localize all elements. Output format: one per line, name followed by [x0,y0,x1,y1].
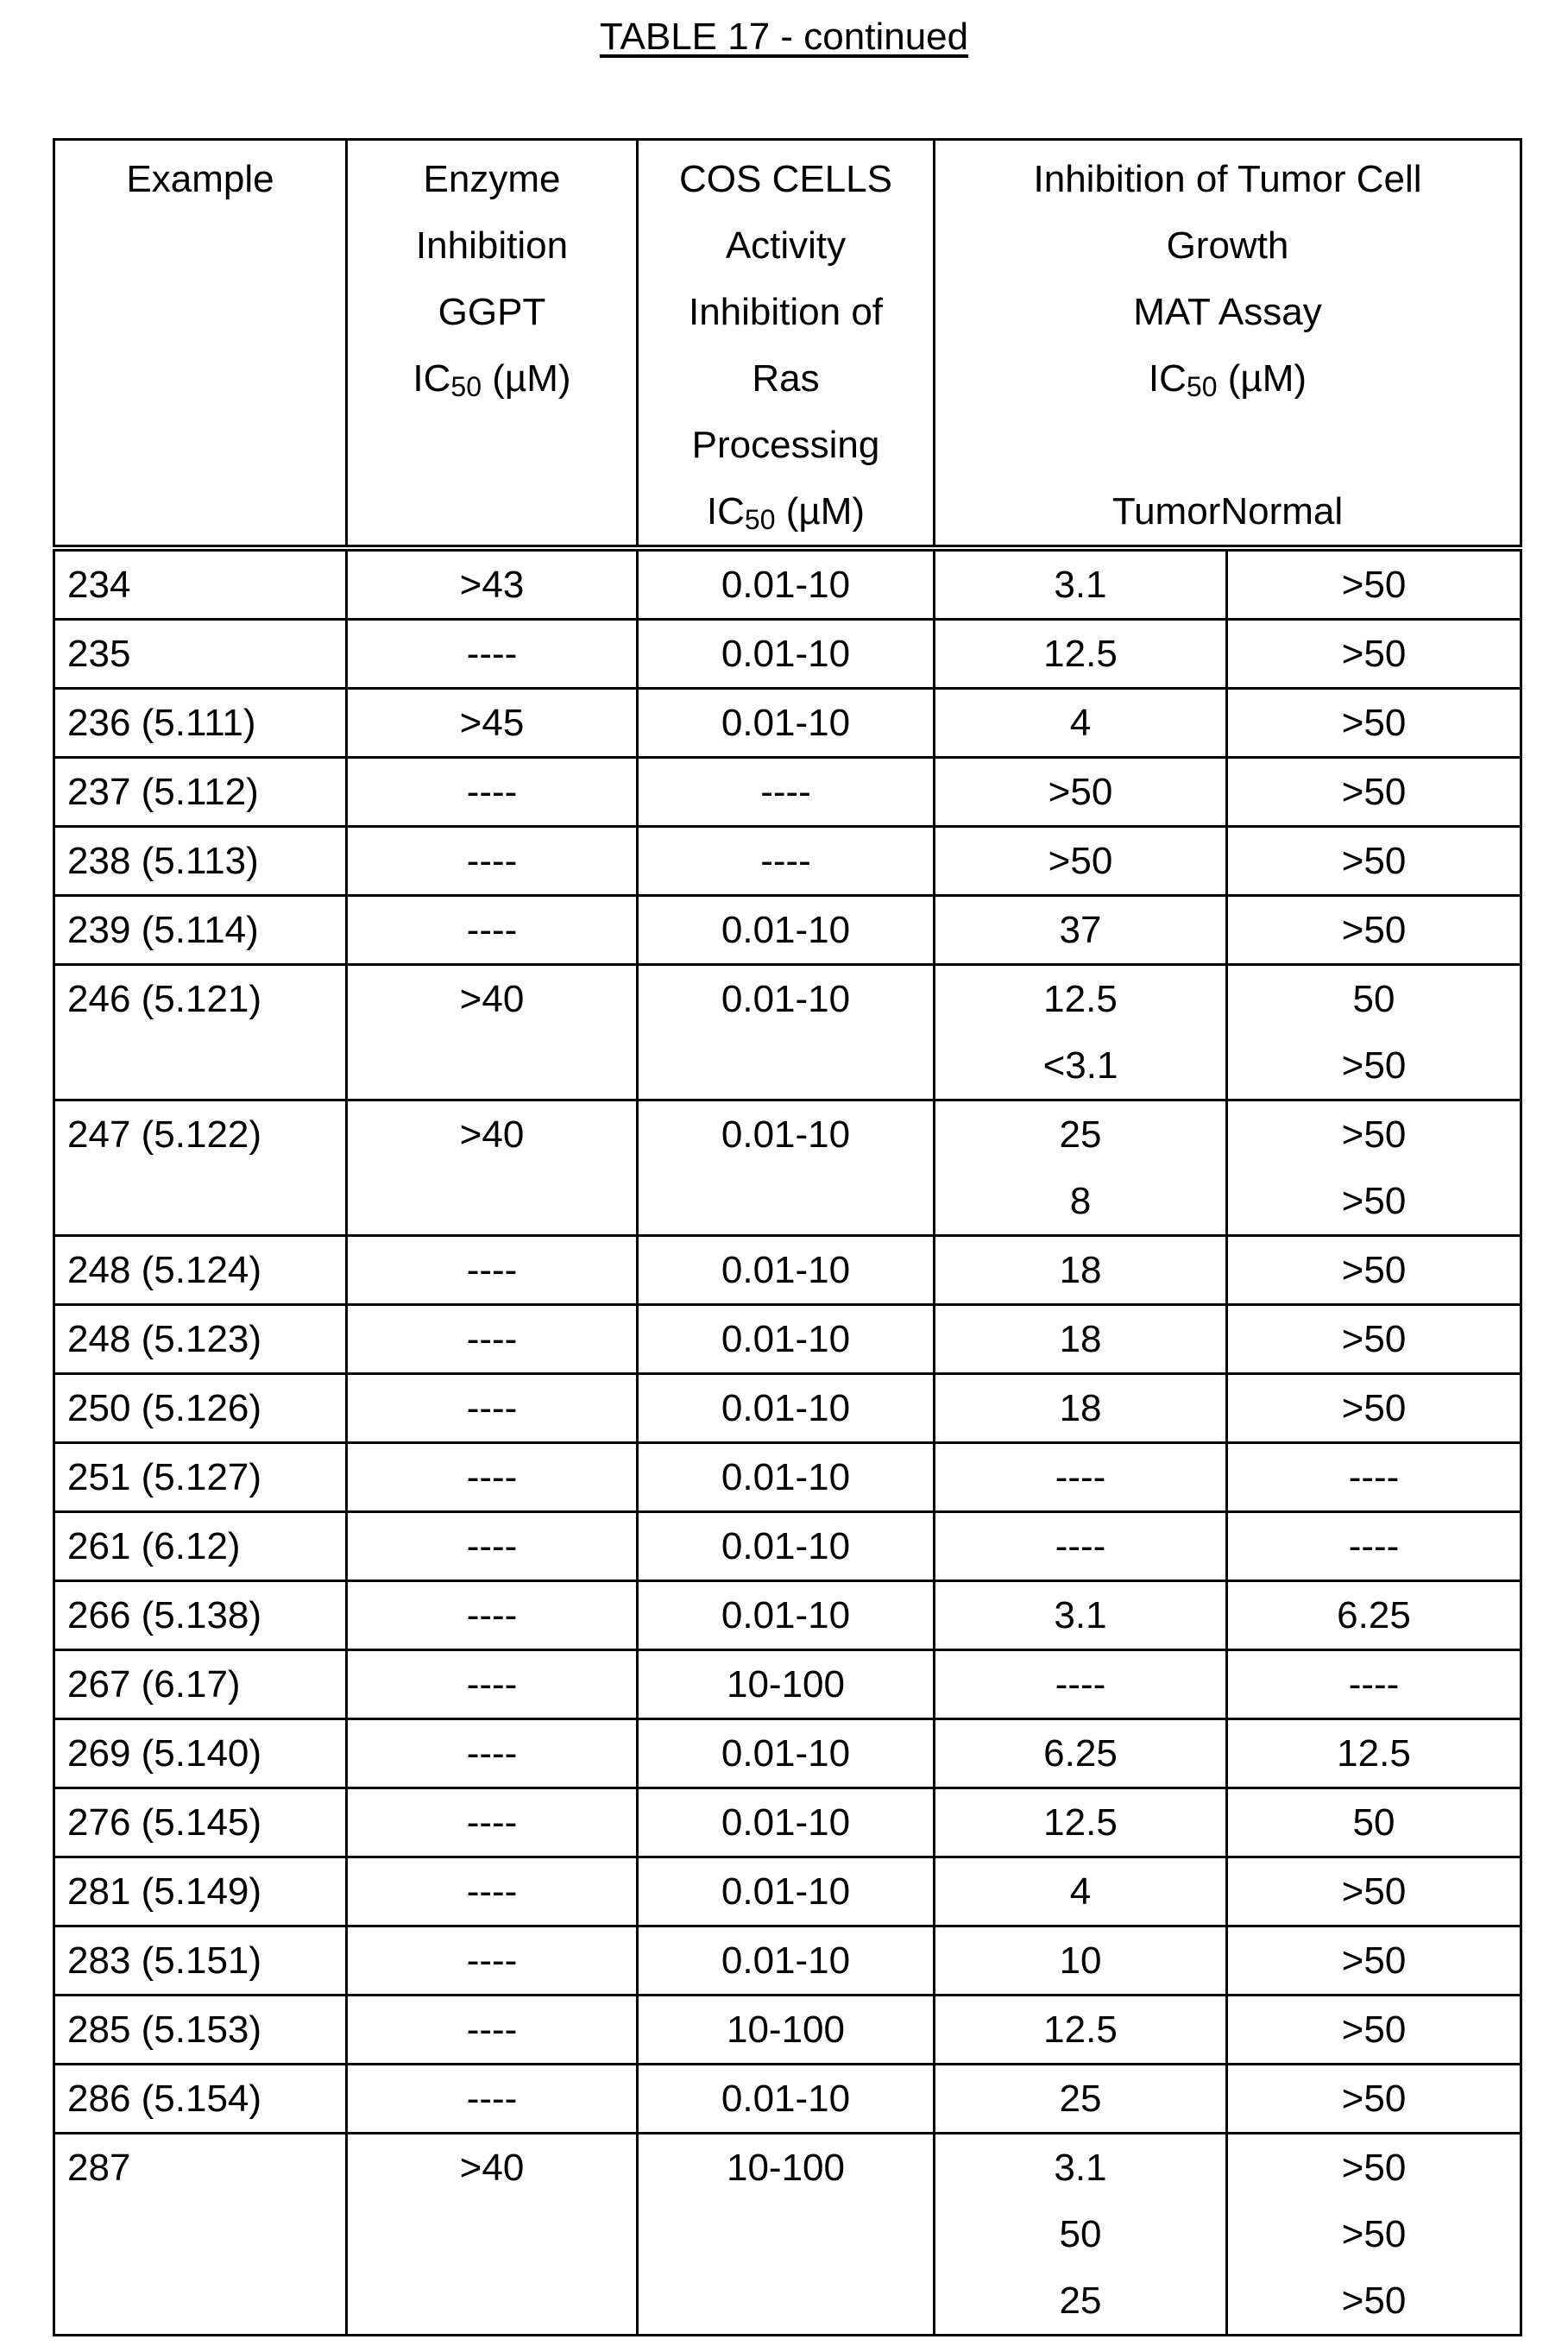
cell-tumor-value: 37 [935,897,1225,963]
cell-ggpt [347,1996,638,2065]
cell-normal [1227,2134,1521,2336]
cell-tumor-value: ---- [935,1513,1225,1580]
cell-normal [1227,827,1521,896]
cell-normal [1227,758,1521,827]
cell-ggpt [347,1100,638,1236]
cell-tumor [935,1100,1227,1236]
cell-tumor [935,1443,1227,1512]
cell-example-value: 285 (5.153) [67,1996,345,2063]
table-row [54,896,1521,965]
cell-example [54,1650,347,1719]
cell-normal-value: >50 [1228,2201,1520,2267]
table-title-text: TABLE 17 - continued [600,16,968,58]
cell-ggpt-value: ---- [348,1858,636,1925]
cell-normal-value: >50 [1228,1032,1520,1099]
cell-example-value: 248 (5.124) [67,1237,345,1303]
cell-cos [638,827,935,896]
header-cos-line: Ras [639,345,933,412]
cell-ggpt-value: ---- [348,2065,636,2132]
cell-tumor-value: 12.5 [935,966,1225,1032]
cell-example [54,1719,347,1788]
cell-tumor-value: 10 [935,1927,1225,1994]
cell-normal [1227,620,1521,689]
table-row [54,548,1521,620]
table-row [54,827,1521,896]
cell-cos-value: 0.01-10 [639,1375,933,1441]
cell-tumor-value: ---- [935,1651,1225,1718]
table-row [54,2065,1521,2134]
cell-cos-value: 0.01-10 [639,1513,933,1580]
cell-tumor [935,620,1227,689]
cell-cos-value: 10-100 [639,2134,933,2201]
ic-subscript: 50 [450,371,482,402]
table-row [54,1996,1521,2065]
cell-example [54,1374,347,1443]
cell-cos-value: 0.01-10 [639,1789,933,1856]
cell-ggpt-value: ---- [348,1927,636,1994]
cell-tumor [935,1926,1227,1996]
cell-tumor-value: 18 [935,1306,1225,1372]
cell-tumor [935,1788,1227,1857]
cell-normal-value: >50 [1228,1996,1520,2063]
cell-tumor-value: 3.1 [935,2134,1225,2201]
ic-unit: (µM) [482,357,571,400]
cell-normal-value: 50 [1228,966,1520,1032]
cell-cos [638,1305,935,1374]
cell-normal-value: >50 [1228,1858,1520,1925]
header-enzyme-line: Enzyme [348,146,636,212]
cell-ggpt-value: ---- [348,1513,636,1580]
cell-example [54,1857,347,1926]
table-row [54,1788,1521,1857]
cell-example-value: 266 (5.138) [67,1582,345,1649]
cell-tumor-value: 3.1 [935,552,1225,618]
cell-normal-value: >50 [1228,1306,1520,1372]
cell-example-value: 261 (6.12) [67,1513,345,1580]
table-row [54,1857,1521,1926]
header-normal-sub: Normal [1220,490,1343,533]
cell-normal [1227,965,1521,1100]
cell-tumor-value: 25 [935,2267,1225,2334]
cell-ggpt [347,548,638,620]
cell-cos [638,1926,935,1996]
cell-normal [1227,1305,1521,1374]
cell-example [54,1236,347,1305]
header-cos [638,140,935,549]
cell-cos [638,1650,935,1719]
cell-example-value: 237 (5.112) [67,759,345,825]
cell-cos-value: 0.01-10 [639,621,933,687]
cell-cos [638,689,935,758]
cell-normal-value: >50 [1228,2134,1520,2201]
header-tumor [935,140,1521,549]
cell-ggpt-value: ---- [348,1582,636,1649]
cell-cos [638,1996,935,2065]
cell-cos [638,620,935,689]
cell-normal-value: >50 [1228,2065,1520,2132]
cell-normal-value: >50 [1228,2267,1520,2334]
cell-example [54,2065,347,2134]
cell-cos [638,896,935,965]
cell-tumor [935,1857,1227,1926]
cell-cos-value: 0.01-10 [639,2065,933,2132]
cell-example-value: 234 [67,552,345,618]
cell-cos [638,1719,935,1788]
cell-tumor [935,689,1227,758]
data-table [53,138,1522,2336]
cell-example [54,689,347,758]
cell-example-value: 281 (5.149) [67,1858,345,1925]
cell-tumor-value: 25 [935,2065,1225,2132]
table-row [54,1581,1521,1650]
cell-example-value: 236 (5.111) [67,690,345,756]
cell-tumor [935,2065,1227,2134]
cell-normal [1227,1512,1521,1581]
cell-tumor-value: 4 [935,1858,1225,1925]
header-cos-line: COS CELLS [639,146,933,212]
cell-example [54,827,347,896]
cell-cos [638,1100,935,1236]
cell-ggpt-value: ---- [348,1789,636,1856]
cell-tumor [935,1374,1227,1443]
cell-normal [1227,1443,1521,1512]
cell-cos-value: 10-100 [639,1996,933,2063]
cell-cos-value: 0.01-10 [639,1306,933,1372]
table-row [54,1305,1521,1374]
cell-cos [638,548,935,620]
cell-example-value: 248 (5.123) [67,1306,345,1372]
cell-example-value: 276 (5.145) [67,1789,345,1856]
cell-example [54,1581,347,1650]
table-row [54,1512,1521,1581]
cell-cos-value: 0.01-10 [639,1927,933,1994]
cell-cos-value: 0.01-10 [639,1237,933,1303]
header-cos-ic50 [639,478,933,545]
cell-example-value: 287 [67,2134,345,2201]
cell-tumor-value: 18 [935,1375,1225,1441]
cell-normal [1227,1650,1521,1719]
cell-ggpt [347,896,638,965]
cell-tumor-value: 8 [935,1168,1225,1234]
cell-tumor [935,1719,1227,1788]
cell-normal [1227,1857,1521,1926]
table-title [0,16,1568,59]
cell-normal [1227,1236,1521,1305]
cell-tumor-value: 25 [935,1101,1225,1168]
cell-example-value: 269 (5.140) [67,1720,345,1787]
cell-example-value: 238 (5.113) [67,828,345,894]
cell-cos-value: 0.01-10 [639,552,933,618]
cell-tumor-value: 18 [935,1237,1225,1303]
cell-tumor [935,1512,1227,1581]
table-body [54,548,1521,2336]
header-tumor-sub: Tumor [1112,490,1221,533]
cell-cos [638,1788,935,1857]
cell-example [54,896,347,965]
cell-normal [1227,689,1521,758]
header-cos-line: Activity [639,212,933,279]
table-row [54,1236,1521,1305]
cell-tumor-value: >50 [935,828,1225,894]
cell-ggpt-value: >40 [348,1101,636,1168]
table-row [54,1926,1521,1996]
cell-cos-value: 10-100 [639,1651,933,1718]
cell-normal-value: 6.25 [1228,1582,1520,1649]
cell-normal-value: ---- [1228,1444,1520,1510]
cell-normal-value: >50 [1228,552,1520,618]
cell-tumor [935,1996,1227,2065]
cell-normal [1227,1788,1521,1857]
cell-ggpt [347,1512,638,1581]
cell-ggpt [347,827,638,896]
ic-label: IC [412,357,450,400]
cell-example-value: 286 (5.154) [67,2065,345,2132]
cell-ggpt [347,1305,638,1374]
table-row [54,758,1521,827]
ic-label: IC [1149,357,1187,400]
cell-cos-value: 0.01-10 [639,966,933,1032]
cell-example [54,1512,347,1581]
cell-ggpt-value: ---- [348,1375,636,1441]
cell-tumor [935,965,1227,1100]
cell-normal-value: >50 [1228,897,1520,963]
cell-cos-value: 0.01-10 [639,1858,933,1925]
cell-example [54,2134,347,2336]
cell-tumor [935,827,1227,896]
cell-cos [638,2065,935,2134]
cell-cos-value: 0.01-10 [639,1720,933,1787]
cell-normal [1227,1374,1521,1443]
cell-tumor [935,758,1227,827]
cell-example-value: 239 (5.114) [67,897,345,963]
cell-normal-value: ---- [1228,1513,1520,1580]
cell-normal-value: ---- [1228,1651,1520,1718]
cell-normal-value: 50 [1228,1789,1520,1856]
cell-ggpt-value: ---- [348,1720,636,1787]
cell-tumor [935,1581,1227,1650]
cell-normal [1227,1719,1521,1788]
cell-cos [638,1236,935,1305]
cell-tumor-value: 12.5 [935,1996,1225,2063]
header-cos-line: Inhibition of [639,279,933,345]
table-row [54,1719,1521,1788]
cell-cos-value: 0.01-10 [639,1444,933,1510]
cell-ggpt-value: ---- [348,897,636,963]
cell-ggpt-value: ---- [348,1996,636,2063]
cell-tumor-value: 12.5 [935,1789,1225,1856]
cell-tumor [935,1305,1227,1374]
cell-example-value: 250 (5.126) [67,1375,345,1441]
cell-ggpt [347,2134,638,2336]
cell-cos-value: 0.01-10 [639,1101,933,1168]
cell-normal [1227,1996,1521,2065]
cell-ggpt-value: >43 [348,552,636,618]
cell-cos-value: 0.01-10 [639,1582,933,1649]
table-row [54,1100,1521,1236]
cell-example [54,965,347,1100]
cell-ggpt [347,965,638,1100]
cell-ggpt [347,758,638,827]
header-enzyme-line: GGPT [348,279,636,345]
cell-example-value: 247 (5.122) [67,1101,345,1168]
header-enzyme [347,140,638,549]
cell-ggpt [347,620,638,689]
cell-tumor-value: ---- [935,1444,1225,1510]
cell-normal [1227,548,1521,620]
cell-normal-value: >50 [1228,759,1520,825]
header-example [54,140,347,549]
cell-tumor [935,1650,1227,1719]
cell-example [54,1788,347,1857]
cell-cos [638,1374,935,1443]
cell-ggpt [347,1374,638,1443]
cell-normal-value: >50 [1228,828,1520,894]
ic-unit: (µM) [1218,357,1307,400]
cell-normal-value: >50 [1228,1237,1520,1303]
ic-label: IC [707,490,745,533]
cell-ggpt [347,1719,638,1788]
cell-normal [1227,1100,1521,1236]
cell-normal-value: >50 [1228,690,1520,756]
cell-example [54,1443,347,1512]
cell-ggpt-value: ---- [348,1306,636,1372]
cell-ggpt [347,689,638,758]
cell-tumor-value: 50 [935,2201,1225,2267]
cell-ggpt [347,1788,638,1857]
cell-example [54,1100,347,1236]
header-tumor-line: MAT Assay [935,279,1520,345]
cell-example-value: 283 (5.151) [67,1927,345,1994]
cell-ggpt [347,2065,638,2134]
header-example-label: Example [126,158,274,200]
cell-ggpt-value: ---- [348,1237,636,1303]
cell-cos-value: 0.01-10 [639,897,933,963]
cell-tumor-value: 3.1 [935,1582,1225,1649]
cell-cos [638,2134,935,2336]
cell-example [54,1305,347,1374]
table-row [54,965,1521,1100]
cell-tumor [935,2134,1227,2336]
cell-ggpt [347,1926,638,1996]
header-row [54,140,1521,549]
cell-tumor-value: <3.1 [935,1032,1225,1099]
cell-ggpt-value: ---- [348,621,636,687]
cell-ggpt-value: >45 [348,690,636,756]
ic-subscript: 50 [745,504,776,535]
cell-ggpt [347,1236,638,1305]
cell-example-value: 251 (5.127) [67,1444,345,1510]
cell-cos [638,1581,935,1650]
cell-cos [638,1857,935,1926]
cell-normal [1227,1581,1521,1650]
cell-ggpt [347,1443,638,1512]
cell-normal [1227,2065,1521,2134]
cell-cos-value: ---- [639,828,933,894]
header-tumor-line: Inhibition of Tumor Cell [935,146,1520,212]
cell-example [54,620,347,689]
cell-ggpt-value: >40 [348,2134,636,2201]
cell-example-value: 235 [67,621,345,687]
cell-ggpt [347,1650,638,1719]
cell-cos [638,758,935,827]
cell-example [54,758,347,827]
table-row [54,1650,1521,1719]
cell-cos [638,1443,935,1512]
cell-normal-value: >50 [1228,1168,1520,1234]
header-enzyme-ic50 [348,345,636,412]
cell-tumor-value: 12.5 [935,621,1225,687]
cell-ggpt [347,1581,638,1650]
table-row [54,2134,1521,2336]
cell-tumor-value: 4 [935,690,1225,756]
cell-tumor [935,896,1227,965]
cell-normal-value: >50 [1228,1101,1520,1168]
cell-example [54,1926,347,1996]
table-row [54,1374,1521,1443]
ic-subscript: 50 [1187,371,1218,402]
cell-tumor-value: >50 [935,759,1225,825]
cell-cos [638,1512,935,1581]
header-tumor-line: Growth [935,212,1520,279]
table-row [54,1443,1521,1512]
cell-tumor [935,1236,1227,1305]
table-row [54,689,1521,758]
cell-tumor-value: 6.25 [935,1720,1225,1787]
cell-normal-value: >50 [1228,621,1520,687]
cell-normal-value: >50 [1228,1927,1520,1994]
cell-normal [1227,1926,1521,1996]
cell-example [54,1996,347,2065]
cell-cos-value: ---- [639,759,933,825]
cell-tumor [935,548,1227,620]
cell-normal-value: 12.5 [1228,1720,1520,1787]
cell-normal [1227,896,1521,965]
cell-cos [638,965,935,1100]
cell-ggpt [347,1857,638,1926]
header-cos-line: Processing [639,412,933,478]
cell-example-value: 246 (5.121) [67,966,345,1032]
header-enzyme-line: Inhibition [348,212,636,279]
cell-normal-value: >50 [1228,1375,1520,1441]
ic-unit: (µM) [776,490,866,533]
cell-example [54,548,347,620]
cell-ggpt-value: ---- [348,1651,636,1718]
cell-ggpt-value: >40 [348,966,636,1032]
cell-cos-value: 0.01-10 [639,690,933,756]
cell-ggpt-value: ---- [348,759,636,825]
cell-example-value: 267 (6.17) [67,1651,345,1718]
header-tumor-ic50 [935,345,1520,412]
cell-ggpt-value: ---- [348,1444,636,1510]
cell-ggpt-value: ---- [348,828,636,894]
table-row [54,620,1521,689]
